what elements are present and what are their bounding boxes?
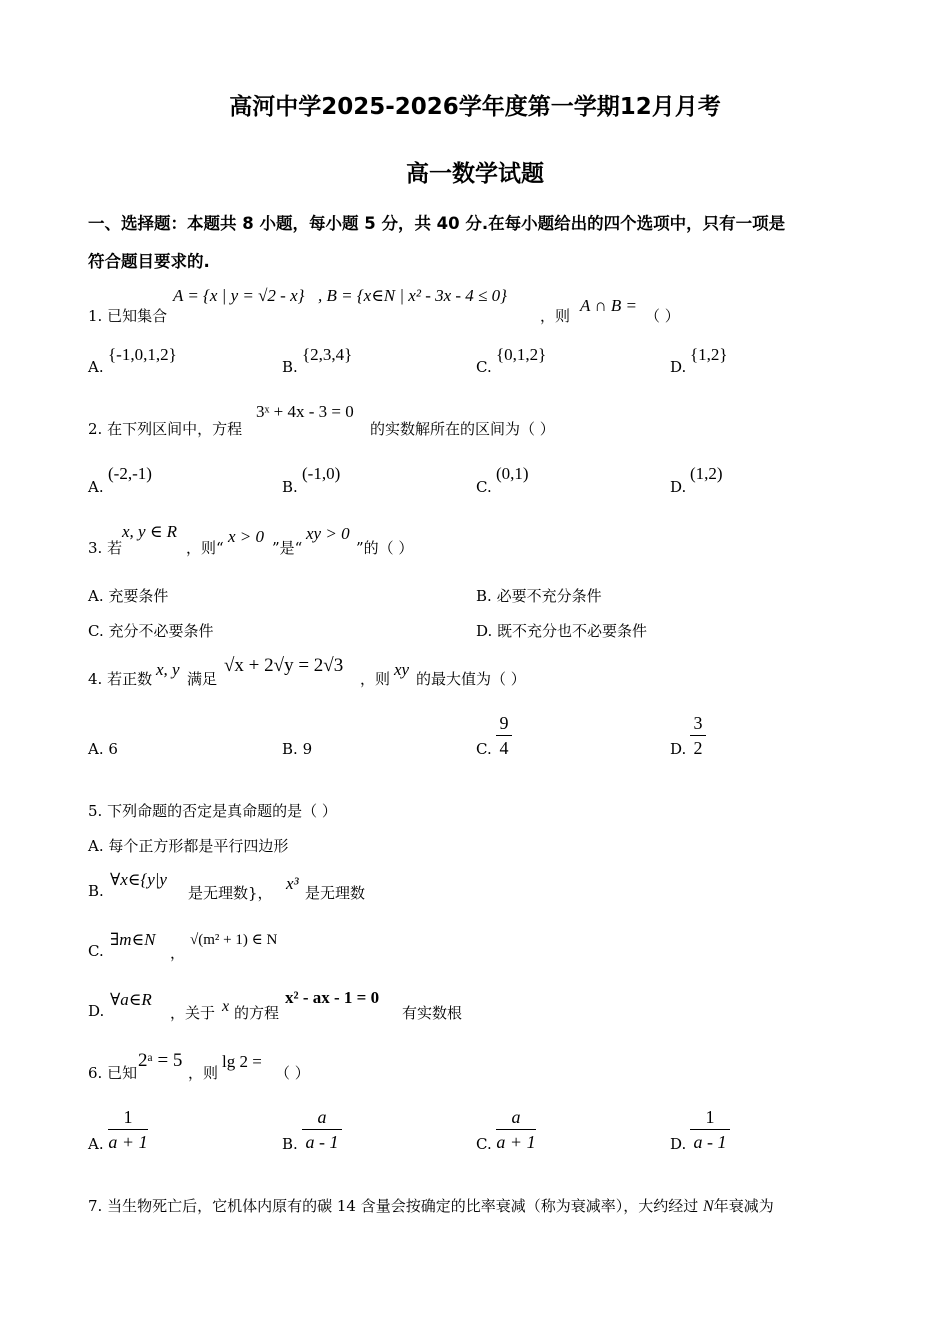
question-3 <box>88 537 122 558</box>
q4-option-d-num: 3 <box>693 713 703 733</box>
question-1 <box>88 305 167 326</box>
q4-option-c-label: C. <box>476 740 492 758</box>
question-4 <box>88 668 152 689</box>
q3-option-b-label: B. <box>476 587 492 605</box>
section-heading-line2: 符合题目要求的. <box>88 252 210 271</box>
q6-option-c-den: a + 1 <box>496 1132 536 1152</box>
q4-option-a-text: 6 <box>108 740 118 758</box>
q2-stem-tail: 的实数解所在的区间为（ ） <box>370 420 555 438</box>
q2-option-c: (0,1) <box>496 464 529 483</box>
q1-option-a-label: A. <box>88 358 104 376</box>
q3-option-b-text: 必要不充分条件 <box>496 587 602 605</box>
q5-option-b-text: 是无理数}， <box>188 884 273 902</box>
q5-option-b-label: B. <box>88 882 104 900</box>
q5-number: 5. <box>88 802 103 820</box>
fraction-bar <box>496 735 512 736</box>
q4-target: xy <box>394 660 410 679</box>
q6-option-b-num: a <box>317 1107 327 1127</box>
q6-formula2: lg 2 = <box>222 1052 262 1071</box>
q1-formula-b: , B = {x∈N | x² - 3x - 4 ≤ 0} <box>318 286 507 305</box>
q6-option-a-den: a + 1 <box>108 1132 148 1152</box>
q3-stem: 若 <box>107 539 123 557</box>
q1-formula-c: A ∩ B = <box>580 296 637 315</box>
q3-cond1: x > 0 <box>228 527 265 546</box>
q6-option-b-den: a - 1 <box>305 1132 339 1152</box>
q4-number: 4. <box>88 670 103 688</box>
q3-stem-tail: ”的（ ） <box>356 539 414 557</box>
q6-option-b-label: B. <box>282 1135 298 1153</box>
q6-option-d-label: D. <box>670 1135 687 1153</box>
q5-option-c-formula2: √(m² + 1) ∈ N <box>190 932 278 948</box>
q3-option-b <box>476 585 602 606</box>
q1-option-b-label: B. <box>282 358 298 376</box>
fraction-bar <box>108 1129 148 1130</box>
fraction-bar <box>302 1129 342 1130</box>
q6-option-a-num: 1 <box>123 1107 133 1127</box>
q4-stem-mid: 满足 <box>187 670 218 688</box>
q4-option-a <box>88 740 118 758</box>
q5-option-d-formula2: x² - ax - 1 = 0 <box>285 988 380 1007</box>
q5-option-d-text3: 有实数根 <box>402 1004 463 1022</box>
q2-stem: 在下列区间中，方程 <box>107 420 243 438</box>
q5-option-a <box>88 835 288 856</box>
q6-number: 6. <box>88 1064 103 1082</box>
q5-option-d-text: ，关于 <box>170 1004 216 1022</box>
q3-option-a-text: 充要条件 <box>108 587 169 605</box>
q4-option-c-num: 9 <box>499 713 509 733</box>
q1-stem-tail: ，则 <box>540 307 571 325</box>
q7-var: N <box>703 1198 714 1215</box>
q3-option-d-label: D. <box>476 622 493 640</box>
q5-option-b-formula2: x³ <box>286 874 299 893</box>
q7-stem-tail: 年衰减为 <box>713 1197 774 1215</box>
q4-option-d-fraction <box>690 712 706 759</box>
q4-option-c-fraction <box>496 712 512 759</box>
q6-option-d-num: 1 <box>705 1107 715 1127</box>
q6-paren: （ ） <box>275 1064 310 1082</box>
q5-option-d-var: x <box>222 998 230 1015</box>
exam-subtitle: 高一数学试题 <box>406 161 544 187</box>
q6-option-c-label: C. <box>476 1135 492 1153</box>
fraction-bar <box>496 1129 536 1130</box>
q4-option-d-label: D. <box>670 740 687 758</box>
q5-option-a-label: A. <box>88 837 104 855</box>
q1-option-d-label: D. <box>670 358 687 376</box>
q4-option-b-label: B. <box>282 740 298 758</box>
q2-option-b: (-1,0) <box>302 464 341 483</box>
q2-option-c-label: C. <box>476 478 492 496</box>
q7-number: 7. <box>88 1197 103 1215</box>
q2-option-a: (-2,-1) <box>108 464 152 483</box>
q1-formula-a: A = {x | y = √2 - x} <box>173 286 305 305</box>
q4-formula: √x + 2√y = 2√3 <box>224 655 344 676</box>
q1-option-c-label: C. <box>476 358 492 376</box>
q1-option-a: {-1,0,1,2} <box>108 345 177 364</box>
q1-number: 1. <box>88 307 103 325</box>
q3-option-d-text: 既不充分也不必要条件 <box>497 622 648 640</box>
q4-option-b <box>282 740 312 758</box>
q7-stem: 当生物死亡后，它机体内原有的碳 14 含量会按确定的比率衰减（称为衰减率），大约经过 <box>107 1197 699 1215</box>
q4-stem-mid2: ，则 <box>360 670 391 688</box>
q6-option-d-den: a - 1 <box>693 1132 727 1152</box>
q5-option-d-formula: ∀a∈R <box>110 990 152 1009</box>
q3-stem-mid2: ”是“ <box>272 539 303 557</box>
q5-option-c-label: C. <box>88 942 104 960</box>
section-heading-line1: 一、选择题：本题共 8 小题，每小题 5 分，共 40 分.在每小题给出的四个选项中，只有一项是 <box>88 214 786 233</box>
q6-option-a-fraction <box>108 1106 148 1153</box>
q2-option-a-label: A. <box>88 478 104 496</box>
q6-option-c-fraction <box>496 1106 536 1153</box>
q1-paren: （ ） <box>645 307 680 325</box>
q3-option-a <box>88 585 168 606</box>
q5-option-b-formula: ∀x∈{y|y <box>110 870 167 889</box>
q5-option-a-text: 每个正方形都是平行四边形 <box>108 837 289 855</box>
q6-stem-mid: ，则 <box>188 1064 219 1082</box>
exam-title: 高河中学2025-2026学年度第一学期12月月考 <box>229 94 721 120</box>
q4-option-d-den: 2 <box>693 738 703 758</box>
q5-option-b-text2: 是无理数 <box>305 884 366 902</box>
q5-option-c-formula: ∃m∈N <box>110 930 156 949</box>
fraction-bar <box>690 1129 730 1130</box>
q6-formula: 2ᵃ = 5 <box>138 1050 183 1071</box>
q3-option-a-label: A. <box>88 587 104 605</box>
fraction-bar <box>690 735 706 736</box>
q4-stem: 若正数 <box>107 670 153 688</box>
question-6 <box>88 1062 137 1083</box>
q1-option-c: {0,1,2} <box>496 345 547 364</box>
q4-option-c-den: 4 <box>499 738 509 758</box>
question-5 <box>88 800 337 821</box>
q6-option-c-num: a <box>511 1107 521 1127</box>
q3-option-d <box>476 620 647 641</box>
q4-option-a-label: A. <box>88 740 104 758</box>
q5-option-d-label: D. <box>88 1002 105 1020</box>
q2-formula: 3ˣ + 4x - 3 = 0 <box>256 402 354 421</box>
q6-option-a-label: A. <box>88 1135 104 1153</box>
q1-option-d: {1,2} <box>690 345 728 364</box>
q1-stem: 已知集合 <box>107 307 168 325</box>
q3-option-c-text: 充分不必要条件 <box>108 622 214 640</box>
q5-stem: 下列命题的否定是真命题的是（ ） <box>107 802 337 820</box>
q4-vars: x, y <box>156 660 180 679</box>
q6-option-d-fraction <box>690 1106 730 1153</box>
q2-option-d: (1,2) <box>690 464 723 483</box>
q5-option-d-text2: 的方程 <box>234 1004 280 1022</box>
q6-stem: 已知 <box>107 1064 138 1082</box>
q4-stem-tail: 的最大值为（ ） <box>416 670 526 688</box>
q1-option-b: {2,3,4} <box>302 345 353 364</box>
q3-formula: x, y ∈ R <box>122 522 178 541</box>
q3-number: 3. <box>88 539 103 557</box>
q2-option-d-label: D. <box>670 478 687 496</box>
question-2 <box>88 418 242 439</box>
q4-option-b-text: 9 <box>302 740 313 758</box>
q6-option-b-fraction <box>302 1106 342 1153</box>
q3-cond2: xy > 0 <box>306 524 350 543</box>
question-7 <box>88 1195 774 1216</box>
q2-option-b-label: B. <box>282 478 298 496</box>
q3-stem-mid1: ，则“ <box>186 539 224 557</box>
q2-number: 2. <box>88 420 103 438</box>
q3-option-c-label: C. <box>88 622 104 640</box>
q5-option-c-text: ， <box>170 944 186 962</box>
q3-option-c <box>88 620 214 641</box>
